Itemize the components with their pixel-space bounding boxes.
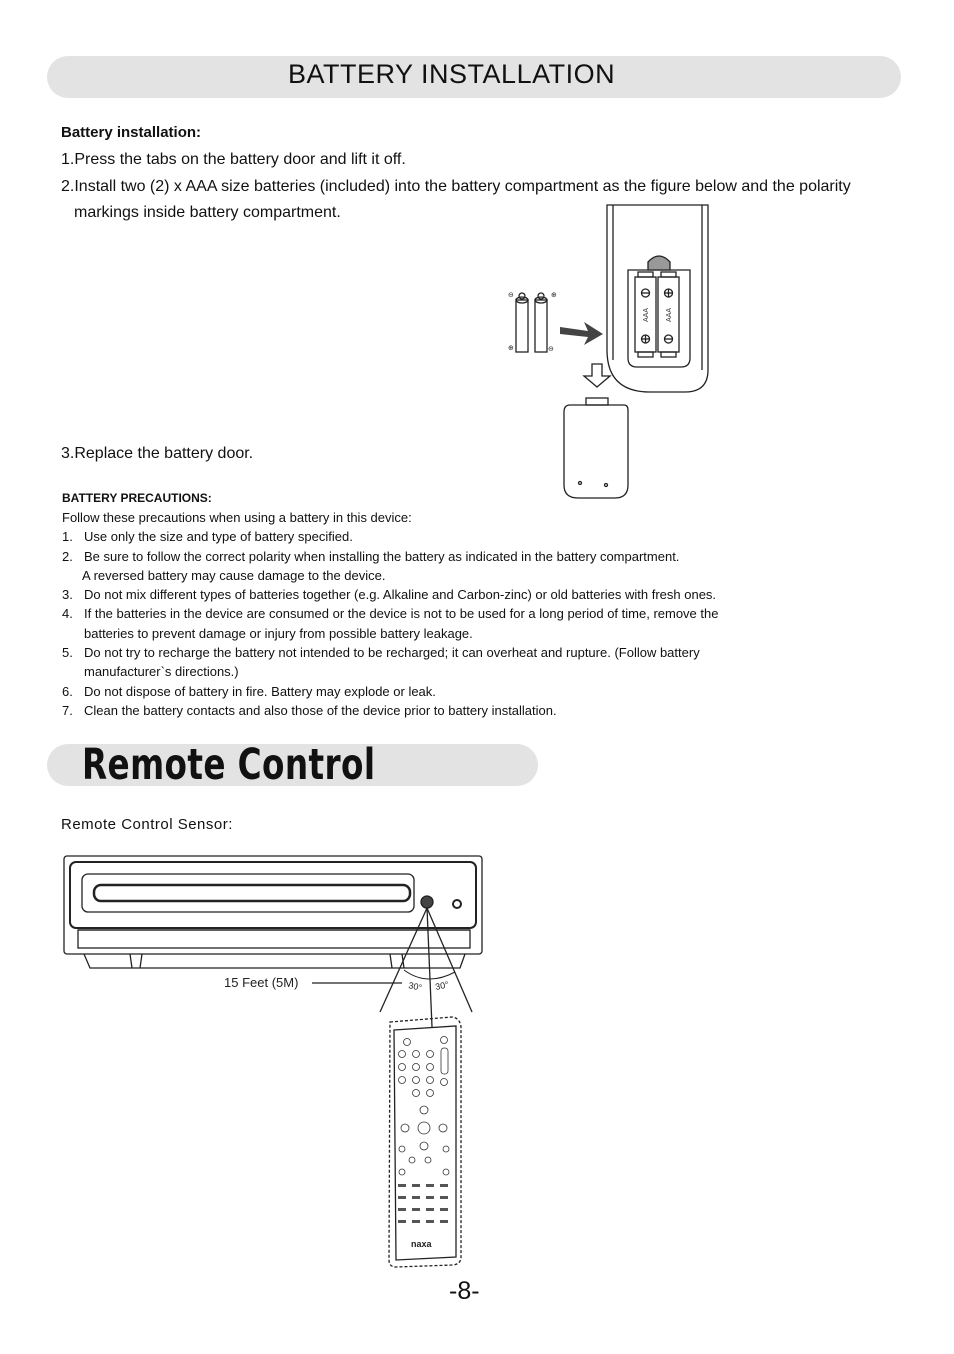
precaution-text: manufacturer`s directions.) [84, 664, 239, 679]
precautions-intro: Follow these precautions when using a battery in this device: [62, 510, 412, 525]
svg-text:⊕: ⊕ [508, 344, 514, 352]
precaution-text: If the batteries in the device are consumed or the device is not to be used for a long period of time, remove the [84, 606, 719, 621]
precaution-text: Be sure to follow the correct polarity when installing the battery as indicated in the battery compartment. [84, 549, 680, 564]
precaution-text: Use only the size and type of battery specified. [84, 529, 353, 544]
precaution-number: 2. [62, 549, 73, 564]
step-3: 3.Replace the battery door. [61, 445, 254, 462]
step-1: 1.Press the tabs on the battery door and lift it off. [61, 151, 406, 168]
precaution-text: A reversed battery may cause damage to the device. [82, 568, 386, 583]
precautions-title: BATTERY PRECAUTIONS: [62, 491, 212, 505]
angle-left-label: 30° [407, 980, 423, 993]
remote-sensor-label: Remote Control Sensor: [61, 816, 233, 833]
svg-text:⊖: ⊖ [508, 291, 514, 299]
precaution-number: 1. [62, 529, 73, 544]
battery-installation-illustration [500, 200, 715, 505]
precaution-text: Do not mix different types of batteries together (e.g. Alkaline and Carbon-zinc) or old batteries with fresh ones. [84, 587, 717, 602]
precaution-number: 5. [62, 645, 73, 660]
precaution-text: Do not dispose of battery in fire. Battery may explode or leak. [84, 684, 436, 699]
step-2-line-1: 2.Install two (2) x AAA size batteries (included) into the battery compartment as the figure below and the polarity [61, 178, 851, 195]
precaution-text: Do not try to recharge the battery not intended to be recharged; it can overheat and rupture. (Follow battery [84, 645, 700, 660]
precaution-text: batteries to prevent damage or injury from possible battery leakage. [84, 626, 473, 641]
svg-text:⊖: ⊖ [548, 345, 554, 353]
dvd-player-remote-illustration [60, 852, 490, 1272]
battery-installation-title: BATTERY INSTALLATION [288, 59, 616, 89]
battery-installation-subtitle: Battery installation: [61, 124, 202, 141]
precaution-number: 3. [62, 587, 73, 602]
precaution-number: 6. [62, 684, 73, 699]
remote-brand-logo: naxa [411, 1239, 432, 1249]
step-2-line-2: markings inside battery compartment. [74, 204, 341, 221]
precaution-number: 7. [62, 703, 73, 718]
battery-label-left: AAA [643, 307, 650, 322]
battery-label-right: AAA [666, 307, 673, 322]
svg-text:⊕: ⊕ [551, 291, 557, 299]
remote-control-title: Remote Control [82, 740, 376, 790]
angle-right-label: 30° [434, 979, 450, 992]
precaution-number: 4. [62, 606, 73, 621]
precaution-text: Clean the battery contacts and also those of the device prior to battery installation. [84, 703, 557, 718]
distance-label: 15 Feet (5M) [224, 975, 299, 990]
page-number: -8- [449, 1277, 480, 1305]
